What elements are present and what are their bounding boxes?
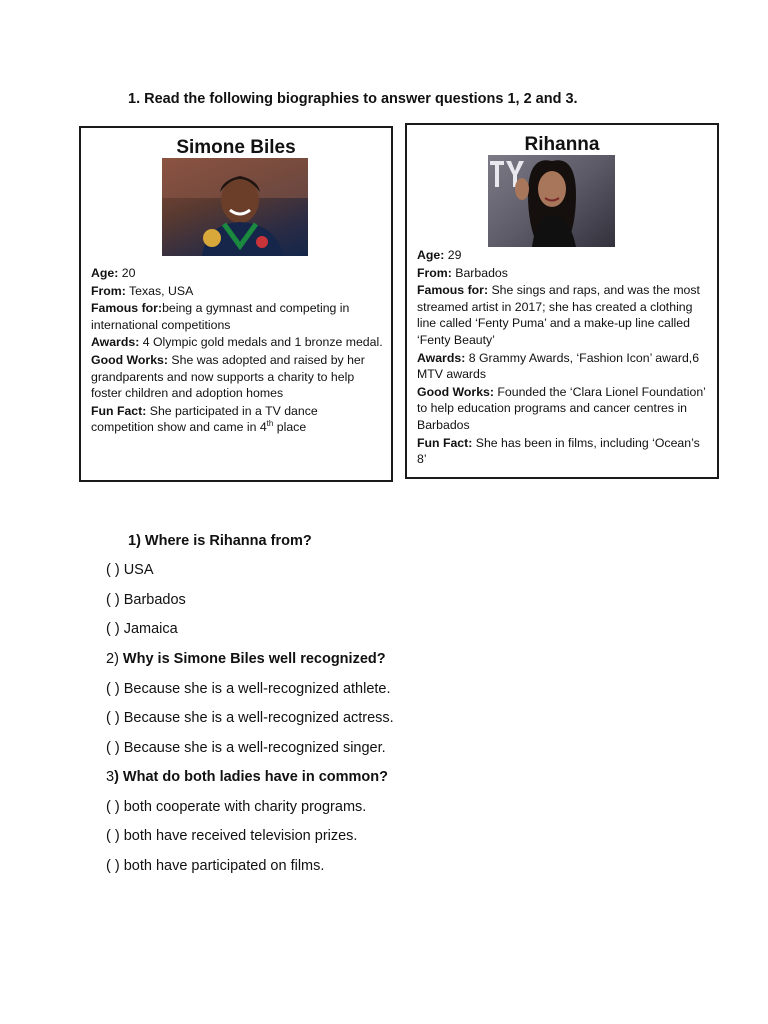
works-row: Good Works: She was adopted and raised by her grandparents and now supports a charity to help foster children and adoption homes	[91, 352, 365, 401]
photo-rihanna	[488, 155, 615, 247]
question-3: 3) What do both ladies have in common?	[106, 769, 388, 785]
answer-option[interactable]: ( ) Because she is a well-recognized athlete.	[106, 681, 391, 697]
question-1: 1) Where is Rihanna from?	[128, 533, 312, 549]
answer-option[interactable]: ( ) both have received television prizes.	[106, 828, 358, 844]
from-row: From: Barbados	[417, 265, 508, 280]
portrait-image	[162, 158, 308, 256]
awards-row: Awards: 8 Grammy Awards, ‘Fashion Icon’ award,6 MTV awards	[417, 350, 700, 382]
works-row: Good Works: Founded the ‘Clara Lionel Foundation’ to help education programs and cancer centres in Barbados	[417, 384, 706, 432]
answer-option[interactable]: ( ) Because she is a well-recognized singer.	[106, 740, 386, 756]
awards-row: Awards: 4 Olympic gold medals and 1 bronze medal.	[91, 335, 383, 350]
answer-option[interactable]: ( ) USA	[106, 562, 154, 578]
answer-option[interactable]: ( ) Jamaica	[106, 621, 178, 637]
instruction: 1. Read the following biographies to answer questions 1, 2 and 3.	[128, 91, 578, 107]
famous-row: Famous for: She sings and raps, and was the most streamed artist in 2017; she has created a clothing line called ‘Fenty Puma’ and a make-up line called ‘Fenty Beauty’	[417, 283, 700, 347]
famous-row: Famous for:being a gymnast and competing in international competitions	[91, 301, 350, 332]
fact-row: Fun Fact: She has been in films, including ‘Ocean’s 8’	[417, 435, 700, 467]
answer-option[interactable]: ( ) Barbados	[106, 592, 186, 608]
bio-card-rihanna	[405, 123, 719, 479]
bio-card-simone	[79, 126, 393, 482]
answer-option[interactable]: ( ) both cooperate with charity programs.	[106, 799, 367, 815]
answer-option[interactable]: ( ) Because she is a well-recognized actress.	[106, 710, 394, 726]
card-title: Simone Biles	[176, 137, 296, 158]
question-2: 2) Why is Simone Biles well recognized?	[106, 651, 386, 667]
photo-simone	[162, 158, 308, 256]
age-row: Age: 29	[417, 248, 462, 262]
age-row: Age: 20	[91, 266, 136, 280]
from-row: From: Texas, USA	[91, 283, 194, 298]
bio-details	[417, 247, 709, 469]
bio-details	[91, 265, 383, 437]
portrait-image	[488, 155, 615, 247]
answer-option[interactable]: ( ) both have participated on films.	[106, 858, 325, 874]
fact-row: Fun Fact: She participated in a TV dance competition show and came in 4th place	[91, 403, 318, 435]
card-title: Rihanna	[524, 134, 600, 155]
